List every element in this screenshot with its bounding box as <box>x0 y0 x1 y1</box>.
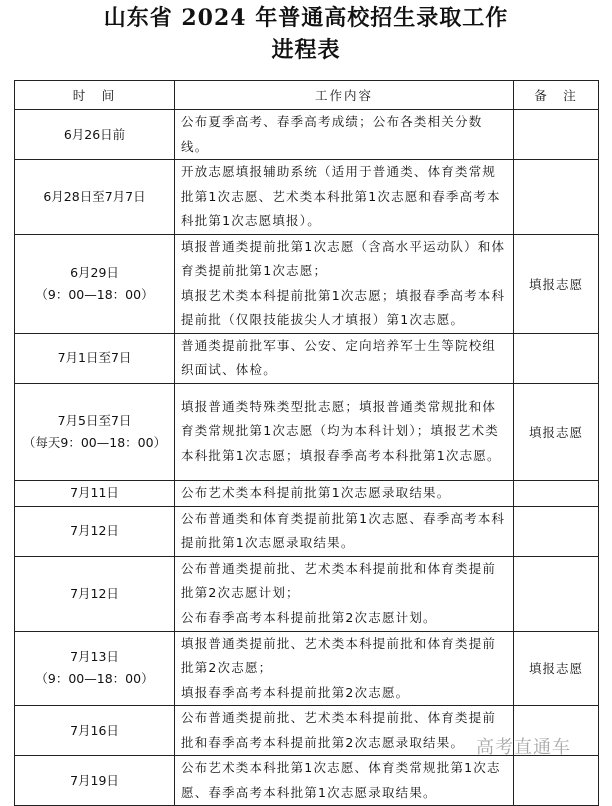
time-cell <box>15 706 175 756</box>
table-row <box>15 110 599 160</box>
time-text: 7月5日至7日 <box>57 412 132 428</box>
table-row <box>15 234 599 333</box>
content-text: 公布夏季高考、春季高考成绩；公布各类相关分数线。 <box>181 114 483 154</box>
time-cell <box>15 333 175 383</box>
table-row <box>15 556 599 631</box>
table-row <box>15 631 599 706</box>
time-text: （9：00—18：00） <box>35 286 154 302</box>
content-cell <box>175 706 514 756</box>
time-text: 7月12日 <box>70 523 119 538</box>
time-text: 6月29日 <box>70 264 119 280</box>
content-text: 填报普通类提前批第1次志愿（含高水平运动队）和体育类提前批第1次志愿； <box>181 238 506 278</box>
watermark: 高考直通车 <box>476 737 571 758</box>
header-time: 时 间 <box>15 81 175 110</box>
content-text: 填报普通类提前批、艺术类本科提前批和体育类提前批第2次志愿； <box>181 635 497 675</box>
time-cell <box>15 631 175 706</box>
content-cell <box>175 333 514 383</box>
content-text: 填报普通类特殊类型批志愿；填报普通类常规批和体育类常规批第1次志愿（均为本科计划）；填报艺术类本科批第1次志愿；填报春季高考本科批第1次志愿。 <box>181 398 501 463</box>
note-cell: 填报志愿 <box>514 234 599 333</box>
content-text: 开放志愿填报辅助系统（适用于普通类、体育类常规批第1次志愿、艺术类本科批第1次志愿和春季高考本科批第1次志愿填报）。 <box>181 164 501 228</box>
note-cell <box>514 480 599 506</box>
table-row <box>15 160 599 235</box>
content-text: 公布春季高考本科提前批第2次志愿计划。 <box>181 609 437 625</box>
content-cell <box>175 506 514 556</box>
time-text: 7月11日 <box>70 485 119 500</box>
content-text: 公布艺术类本科提前批第1次志愿录取结果。 <box>181 484 451 500</box>
note-cell <box>514 556 599 631</box>
table-row <box>15 506 599 556</box>
note-cell: 填报志愿 <box>514 383 599 480</box>
table-row <box>15 383 599 480</box>
header-content: 工作内容 <box>175 81 514 110</box>
content-cell <box>175 383 514 480</box>
time-text: 7月16日 <box>70 722 119 738</box>
note-cell <box>514 506 599 556</box>
content-cell <box>175 480 514 506</box>
time-cell <box>15 160 175 235</box>
time-text: 7月1日至7日 <box>57 350 132 365</box>
title-line-1: 山东省 2024 年普通高校招生录取工作 <box>103 5 509 31</box>
table-row <box>15 333 599 383</box>
content-text: 公布普通类提前批、艺术类本科提前批和体育类提前批第2次志愿计划； <box>181 560 497 601</box>
time-text: 7月13日 <box>70 649 119 665</box>
table-row <box>15 480 599 506</box>
content-text: 公布普通类提前批、艺术类本科提前批、体育类提前批和春季高考本科提前批第2次志愿录取结果。 <box>181 710 497 750</box>
time-cell <box>15 110 175 160</box>
content-text: 填报艺术类本科提前批第1次志愿；填报春季高考本科提前批（仅限技能拔尖人才填报）第1次志愿。 <box>181 287 506 327</box>
time-text: （每天9：00—18：00） <box>22 434 167 450</box>
note-cell: 填报志愿 <box>514 631 599 706</box>
time-text: 7月12日 <box>70 585 119 601</box>
time-cell <box>15 480 175 506</box>
schedule-table <box>14 80 599 806</box>
content-cell <box>175 160 514 235</box>
content-text: 普通类提前批军事、公安、定向培养军士生等院校组织面试、体检。 <box>181 337 497 377</box>
time-cell <box>15 383 175 480</box>
time-cell <box>15 234 175 333</box>
content-text: 公布普通类和体育类提前批第1次志愿、春季高考本科提前批第1次志愿录取结果。 <box>181 510 506 550</box>
note-cell <box>514 110 599 160</box>
table-header-row <box>15 81 599 110</box>
time-cell <box>15 556 175 631</box>
time-text: 6月28日至7月7日 <box>43 188 146 204</box>
content-cell <box>175 110 514 160</box>
content-cell <box>175 631 514 706</box>
content-cell <box>175 556 514 631</box>
time-cell <box>15 506 175 556</box>
note-cell <box>514 160 599 235</box>
time-text: 7月19日 <box>70 772 119 788</box>
content-text: 填报春季高考本科提前批第2次志愿。 <box>181 684 410 700</box>
title-line-2: 进程表 <box>271 37 341 63</box>
content-text: 公布艺术类本科批第1次志愿、体育类常规批第1次志愿、春季高考本科批第1次志愿录取结果。 <box>181 760 501 800</box>
document-title <box>0 2 612 66</box>
time-text: 6月26日前 <box>63 126 126 142</box>
content-cell <box>175 234 514 333</box>
time-text: （9：00—18：00） <box>35 671 154 687</box>
note-cell <box>514 333 599 383</box>
header-note: 备 注 <box>514 81 599 110</box>
